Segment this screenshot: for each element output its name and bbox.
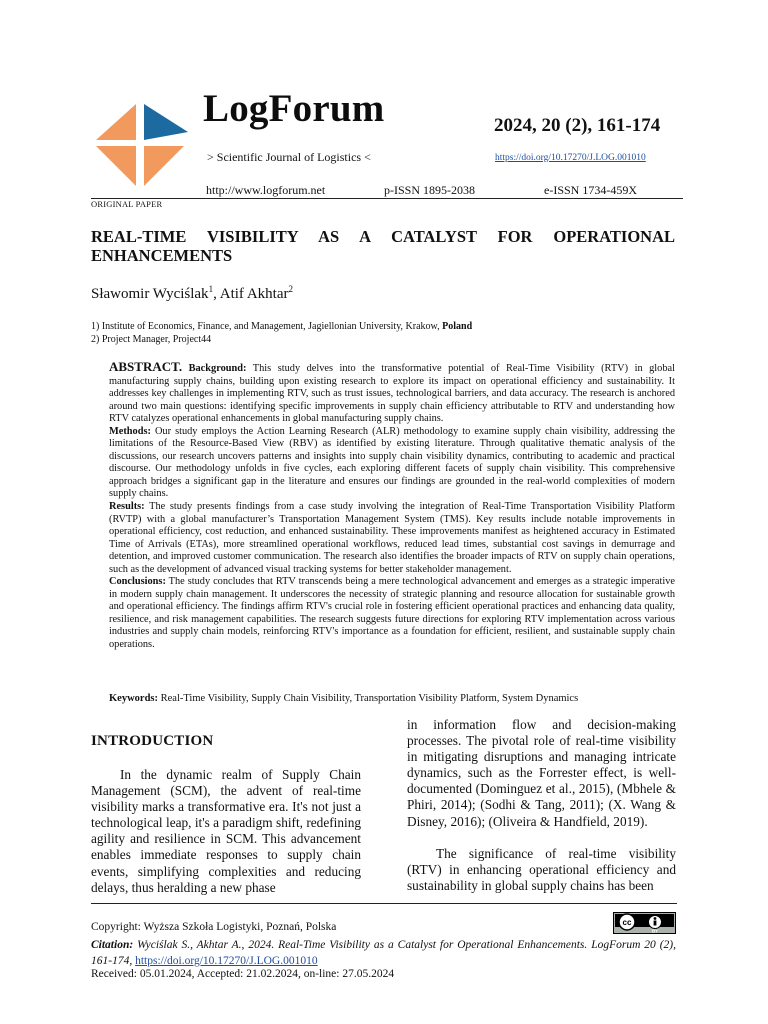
logo-triangle-left [96,104,136,140]
journal-brand: LogForum [203,87,385,130]
p-issn: p-ISSN 1895-2038 [384,183,476,197]
affiliation-2: 2) Project Manager, Project44 [91,333,212,345]
body-right-column [407,717,676,894]
methods-text: Our study employs the Action Learning Research (ALR) methodology to examine supply chain visibility, addressing the limitations of the Resource-Based View (RBV) as identified by existing literature. Through qualitative thematic analysis of the discussions, our research uncovers patterns and insights into supply chain visibility dynamics, contributing to academic and practical discourse. Our methodology unfolds in five cycles, each exploring different facets of supply chain visibility. This comprehensive approach bridges a significant gap in the literature and ensures our findings are grounded in the real-world complexities of modern supply chains. [109,425,675,500]
section-heading-introduction: INTRODUCTION [91,733,214,749]
abstract-background [109,361,675,426]
abstract-label: ABSTRACT. [109,359,183,374]
logo-triangle-bottom-left [96,146,136,186]
affiliation-1-country: Poland [442,321,473,332]
author-separator: , [213,286,220,302]
author-2-affil-mark: 2 [288,284,293,294]
results-text: The study presents findings from a case study involving the integration of Real-Time Transportation Visibility Platform (RVTP) with a global manufacturer’s Transportation Management System (TMS). Key results include notable improvements in operational efficiency, cost reduction, and enhanced sustainability. These improvements manifest as heightened accuracy in Estimated Time of Arrivals (ETAs), more streamlined operational workflows, reduced lead times, substantial cost savings in demurrage and detention, and improved customer communication. The research also identifies the broader impacts of RTV on supply chain operations, such as the development of advanced visual tracking systems for better stakeholder management. [109,501,675,575]
background-label: Background: [188,363,247,374]
logo-triangle-bottom-right [144,146,184,186]
cc-by-license-badge[interactable] [613,912,676,934]
citation-label: Citation: [91,939,134,951]
title-line-1: REAL-TIME VISIBILITY AS A CATALYST FOR OPERATIONAL [91,227,675,246]
website-url[interactable]: http://www.logforum.net [206,183,326,197]
e-issn: e-ISSN 1734-459X [544,183,637,197]
journal-tagline: > Scientific Journal of Logistics < [207,150,371,164]
logforum-logo [92,100,188,188]
body-left-column [91,719,361,896]
results-label: Results: [109,501,145,513]
keywords [109,693,675,704]
logo-triangle-top-right [144,104,188,140]
citation-doi-link[interactable]: https://doi.org/10.17270/J.LOG.001010 [135,955,318,967]
volume-info: 2024, 20 (2), 161-174 [494,115,661,136]
abstract-results [109,501,675,576]
author-2: Atif Akhtar [219,286,289,302]
doi-link[interactable]: https://doi.org/10.17270/J.LOG.001010 [495,153,646,163]
keywords-text: Real-Time Visibility, Supply Chain Visibility, Transportation Visibility Platform, System Dynamics [158,693,579,704]
keywords-label: Keywords: [109,693,158,704]
article-title [91,227,675,265]
author-1: Sławomir Wyciślak [91,286,209,302]
author-1-affil-mark: 1 [208,284,214,294]
paper-type: ORIGINAL PAPER [91,199,163,209]
citation-text: Wyciślak S., Akhtar A., 2024. Real-Time Visibility as a Catalyst for Operational Enhancements. LogForum 20 (2), 161-174, [91,939,676,967]
background-text: This study delves into the transformative potential of Real-Time Visibility (RTV) in global manufacturing supply chains, building upon existing research to explore its impact on operational efficiency and sustainability. It addresses key challenges in implementing RTV, such as trust issues, technological barriers, and data accuracy. The research is anchored around two main questions: identifying specific improvements in supply chain efficiency attributable to RTV and understanding how RTV catalyzes operational enhancements in global manufacturing supply chains. [109,363,675,425]
affiliation-1-text: 1) Institute of Economics, Finance, and Management, Jagiellonian University, Krakow, [91,321,443,332]
copyright: Copyright: Wyższa Szkoła Logistyki, Poznań, Polska [91,921,337,933]
intro-paragraph-1: In the dynamic realm of Supply Chain Management (SCM), the advent of real-time visibility marks a transformative era. It's not just a technological leap, it's a paradigm shift, redefining agility and resilience in SCM. This advancement enables immediate responses to supply chain events, simplifying complexities and reducing delays, thus heralding a new phase [91,767,361,895]
svg-text:cc: cc [622,918,632,927]
abstract-conclusions [109,576,675,651]
methods-label: Methods: [109,425,151,437]
abstract [109,361,675,652]
authors [91,284,293,303]
title-line-2: ENHANCEMENTS [91,246,233,265]
received-dates: Received: 05.01.2024, Accepted: 21.02.2024, on-line: 27.05.2024 [91,968,395,980]
conclusions-label: Conclusions: [109,576,166,588]
footer-divider [91,903,677,904]
header-divider [91,198,683,199]
intro-paragraph-2: The significance of real-time visibility (RTV) in enhancing operational efficiency and sustainability in global supply chains has been [407,845,676,893]
license-badge-label: BY [651,928,659,934]
affiliations [91,321,472,346]
citation [91,937,676,969]
abstract-methods [109,426,675,501]
intro-paragraph-1-continued: in information flow and decision-making processes. The pivotal role of real-time visibility in mitigating disruptions and managing intricate dynamics, such as the Forrester effect, is well-documented (Dominguez et al., 2015), (Mbhele & Phiri, 2014); (Sodhi & Tang, 2011); (X. Wang & Disney, 2016); (Oliveira & Handfield, 2019). [407,717,676,829]
conclusions-text: The study concludes that RTV transcends being a mere technological advancement and emerges as a strategic imperative in modern supply chain management. It underscores the necessity of strategic planning and resource allocation for sustainable growth and operational efficiency. The findings affirm RTV's crucial role in fostering efficient operational practices and enhancing data quality, resilience, and risk management capabilities. The research suggests future directions for exploring RTV implementation across various industries and supply chain models, reinforcing RTV's importance as a foundation for efficient, resilient, and sustainable supply chain operations. [109,576,675,651]
affiliation-1 [91,321,472,334]
